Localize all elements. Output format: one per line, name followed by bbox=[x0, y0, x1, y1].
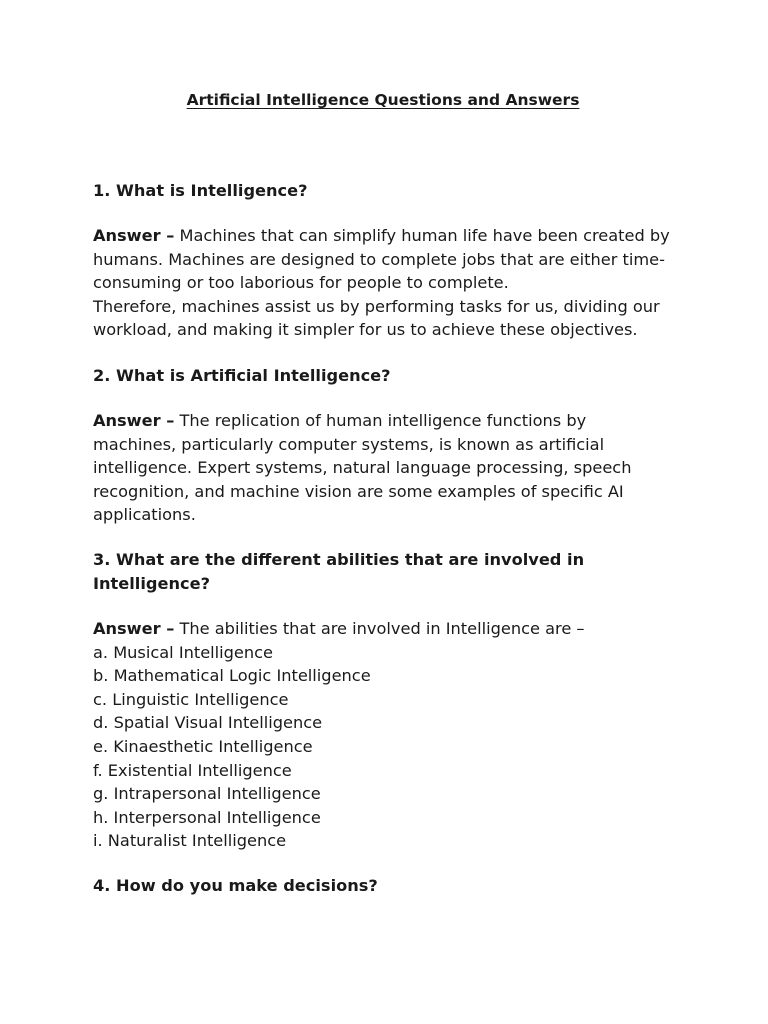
answer-label: Answer – bbox=[93, 411, 175, 430]
list-item: a. Musical Intelligence bbox=[93, 642, 274, 662]
answer-line: Therefore, machines assist us by performing tasks for us, dividing our bbox=[93, 296, 660, 316]
question-2: 2. What is Artificial Intelligence? bbox=[93, 366, 391, 385]
answer-line: Answer – Machines that can simplify human life have been created by bbox=[93, 226, 670, 245]
answer-1 bbox=[93, 224, 683, 342]
question-line: Intelligence? bbox=[93, 573, 210, 593]
list-item: i. Naturalist Intelligence bbox=[93, 831, 287, 851]
answer-line: Answer – The replication of human intelligence functions by bbox=[93, 411, 587, 430]
answer-label: Answer – bbox=[93, 226, 175, 245]
answer-line: consuming or too laborious for people to complete. bbox=[93, 273, 509, 293]
list-item: e. Kinaesthetic Intelligence bbox=[93, 736, 313, 756]
answer-line: recognition, and machine vision are some examples of specific AI bbox=[93, 481, 624, 501]
answer-line: humans. Machines are designed to complete jobs that are either time- bbox=[93, 249, 665, 269]
answer-3 bbox=[93, 617, 683, 853]
answer-line: intelligence. Expert systems, natural language processing, speech bbox=[93, 458, 632, 478]
answer-label: Answer – bbox=[93, 619, 175, 638]
list-item: b. Mathematical Logic Intelligence bbox=[93, 666, 371, 686]
question-1: 1. What is Intelligence? bbox=[93, 181, 308, 200]
question-3 bbox=[93, 548, 683, 595]
answer-line: workload, and making it simpler for us to achieve these objectives. bbox=[93, 320, 638, 340]
list-item: c. Linguistic Intelligence bbox=[93, 689, 289, 709]
list-item: f. Existential Intelligence bbox=[93, 760, 292, 780]
list-item: d. Spatial Visual Intelligence bbox=[93, 713, 323, 733]
answer-line: machines, particularly computer systems, is known as artificial bbox=[93, 434, 605, 454]
answer-2 bbox=[93, 409, 683, 527]
question-line: 3. What are the different abilities that are involved in bbox=[93, 550, 585, 569]
list-item: g. Intrapersonal Intelligence bbox=[93, 784, 321, 804]
question-4: 4. How do you make decisions? bbox=[93, 876, 378, 895]
list-item: h. Interpersonal Intelligence bbox=[93, 807, 321, 827]
document-title: Artificial Intelligence Questions and Answers bbox=[186, 91, 580, 109]
answer-line: applications. bbox=[93, 505, 196, 525]
answer-line: Answer – The abilities that are involved in Intelligence are – bbox=[93, 619, 585, 638]
